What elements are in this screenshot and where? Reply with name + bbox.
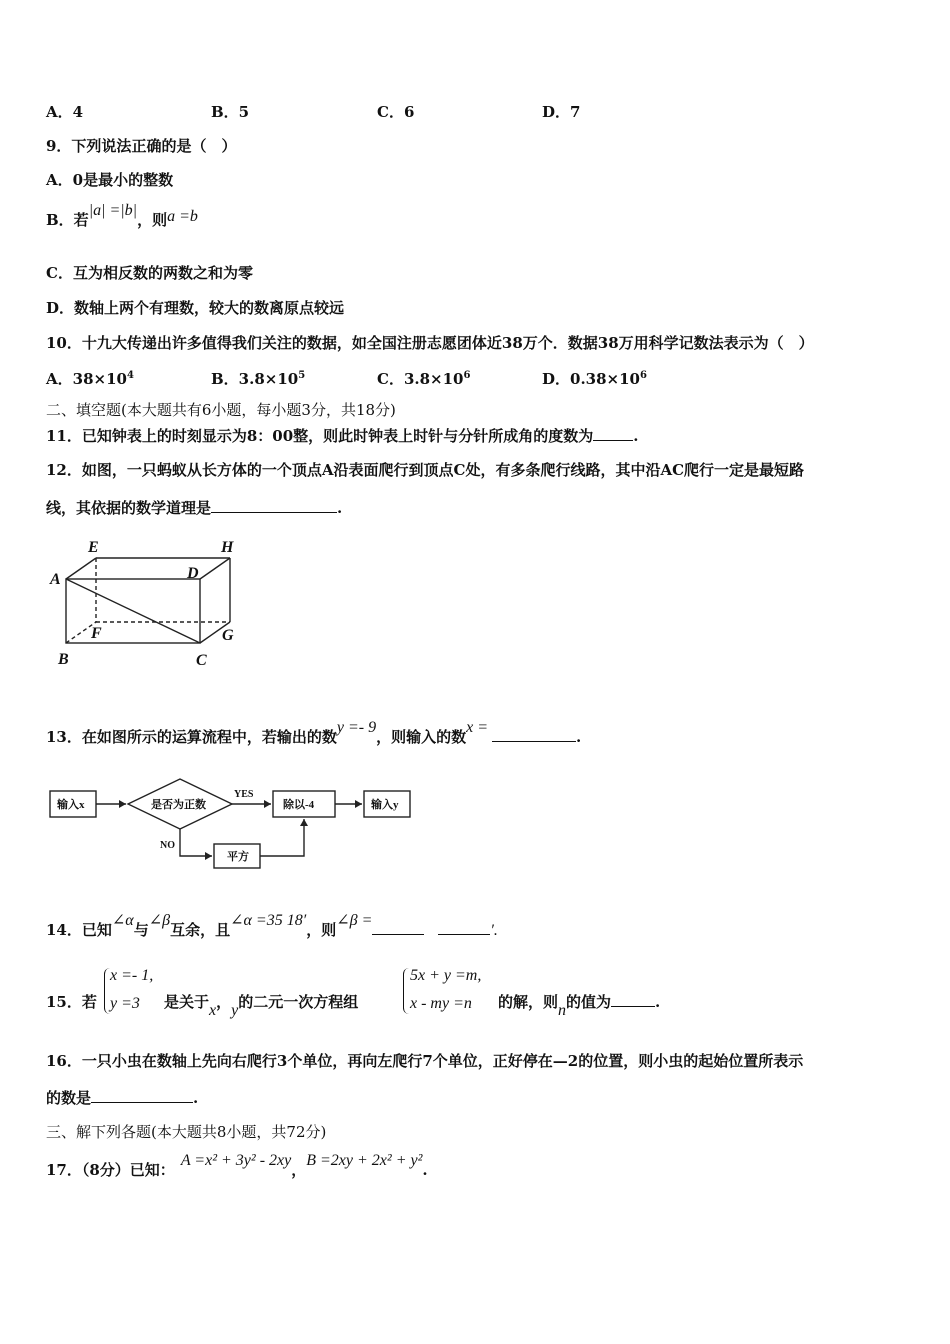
q13-mid: ，则输入的数 [376,728,467,746]
arrowhead-3 [355,800,362,808]
flowchart [48,775,428,875]
q15-solution-line-1: x =- 1, [110,967,154,984]
flow-input-label: 输入x [57,799,85,811]
arrowhead-5 [300,819,308,826]
q16-end: . [193,1089,199,1107]
q10-d-base: D．0.38×10 [542,370,640,388]
label-c: C [196,652,207,669]
q11-answer-blank[interactable] [593,426,633,441]
q14-and: 与 [133,921,149,939]
q9-option-d: D．数轴上两个有理数，较大的数离原点较远 [46,299,345,317]
q15-solution-text: 的解，则 [498,993,559,1011]
q13-x-expr: x = [466,719,489,736]
q14-prefix: 14．已知 [46,921,112,939]
edge-dh [200,558,230,579]
q14-mid: 互余，且 [170,921,231,939]
cuboid-figure [44,534,264,674]
flow-square-label: 平方 [227,851,249,863]
q10-option-a [46,366,134,389]
q10-c-base: C．3.8×10 [377,370,464,388]
q8-option-d: D．7 [542,103,581,121]
arrowhead-2 [264,800,271,808]
q12-line-1: 12．如图，一只蚂蚁从长方体的一个顶点A沿表面爬行到顶点C处，有多条爬行线路，其中沿AC爬行一定是最短路 [46,461,805,479]
q16-line-2 [46,1088,198,1108]
q14 [46,912,498,941]
q15-system-brace [403,968,410,1014]
q11-end: . [633,427,639,445]
q12-line-2-text: 线，其依据的数学道理是 [46,499,212,517]
flow-decision-label: 是否为正数 [151,799,206,811]
section-2-heading: 二、填空题(本大题共有6小题，每小题3分，共18分) [46,401,396,419]
q9-b-mid: ，则 [137,211,168,229]
q15-end: . [655,993,661,1011]
q10-a-exp: 4 [126,370,134,381]
q10-option-c [377,366,470,389]
arrow-square-divide [260,819,304,856]
diagonal-ac [66,579,200,643]
q15-equation-1: 5x + y =m, [410,967,482,984]
label-b: B [58,651,69,668]
q10-b-exp: 5 [298,370,306,381]
q14-angle-alpha: ∠α [111,912,134,929]
q10-option-d [542,366,647,389]
q9-stem: 9．下列说法正确的是（ ） [46,137,237,155]
label-h: H [221,539,234,556]
q15-var-y: y [231,1002,239,1019]
q10-b-base: B．3.8×10 [211,370,299,388]
flow-yes-label: YES [234,789,254,800]
q14-then: ，则 [306,921,337,939]
q15-solution-line-2: y =3 [110,995,140,1012]
q13-end: . [576,728,582,746]
section-3-heading: 三、解下列各题(本大题共8小题，共72分) [46,1123,327,1141]
q15-system-text: 的二元一次方程组 [238,993,359,1011]
q14-blank-minutes[interactable] [438,920,490,935]
arrowhead-1 [119,800,126,808]
q15-about-text: 是关于 [164,993,210,1011]
q15-answer-blank[interactable] [611,992,655,1007]
q10-a-base: A．38×10 [46,370,127,388]
q14-end: ′. [490,922,498,939]
label-e: E [88,539,99,556]
q12-end: . [337,499,343,517]
q17-comma: ， [291,1161,307,1179]
q15-prefix: 15．若 [46,993,97,1011]
q15-var-n: n [558,1002,567,1019]
q15-comma: ， [216,993,232,1011]
q16-line-2-text: 的数是 [46,1089,92,1107]
flow-no-label: NO [160,840,175,851]
q17 [46,1152,428,1181]
q9-b-result: a =b [167,208,198,225]
q15-equation-2: x - my =n [410,995,472,1012]
q10-option-b [211,366,305,389]
q11 [46,426,638,446]
q9-option-b [46,202,198,231]
q8-option-c: C．6 [377,103,415,121]
q13 [46,719,582,748]
q15-var-x: x [209,1002,217,1019]
q14-beta-eq: ∠β = [336,912,373,929]
q10-stem: 10．十九大传递出许多值得我们关注的数据，如全国注册志愿团体近38万个．数据38万用科学记数法表示为（ ） [46,334,814,352]
q11-text: 11．已知钟表上的时刻显示为8：00整，则此时钟表上时针与分针所成角的度数为 [46,427,594,445]
q15-tail [498,992,661,1019]
q14-blank-degrees[interactable] [372,920,424,935]
q9-b-prefix: B．若 [46,211,89,229]
q14-angle-beta: ∠β [148,912,171,929]
label-d: D [187,565,199,582]
label-g: G [222,627,234,644]
q16-answer-blank[interactable] [91,1088,193,1103]
q10-d-exp: 6 [639,370,647,381]
q9-option-c: C．互为相反数的两数之和为零 [46,264,253,282]
q8-option-a: A．4 [46,103,84,121]
q13-y-expr: y =- 9 [336,719,377,736]
arrowhead-4 [205,852,212,860]
arrow-no [180,829,212,856]
flow-divide-label: 除以-4 [283,799,315,811]
q12-answer-blank[interactable] [211,498,337,513]
q17-expr-b: B =2xy + 2x² + y² [306,1152,423,1169]
q15-value-text: 的值为 [566,993,612,1011]
q17-end: . [422,1161,428,1179]
q10-c-exp: 6 [463,370,471,381]
q9-option-a: A．0是最小的整数 [46,171,174,189]
q13-prefix: 13．在如图所示的运算流程中，若输出的数 [46,728,337,746]
q13-answer-blank[interactable] [492,727,576,742]
q17-expr-a: A =x² + 3y² - 2xy [180,1152,292,1169]
q12-line-2 [46,498,342,518]
label-f: F [91,625,102,642]
q17-prefix: 17．（8分）已知： [46,1161,175,1179]
q15-about [164,992,359,1019]
label-a: A [50,571,61,588]
q9-b-condition: |a| =|b| [88,202,138,219]
q14-given: ∠α =35 18′ [230,912,307,929]
q8-option-b: B．5 [211,103,250,121]
edge-ae [66,558,96,579]
flow-output-label: 输入y [371,799,399,811]
q16-line-1: 16．一只小虫在数轴上先向右爬行3个单位，再向左爬行7个单位，正好停在—2的位置，则小虫的起始位置所表示 [46,1052,804,1070]
